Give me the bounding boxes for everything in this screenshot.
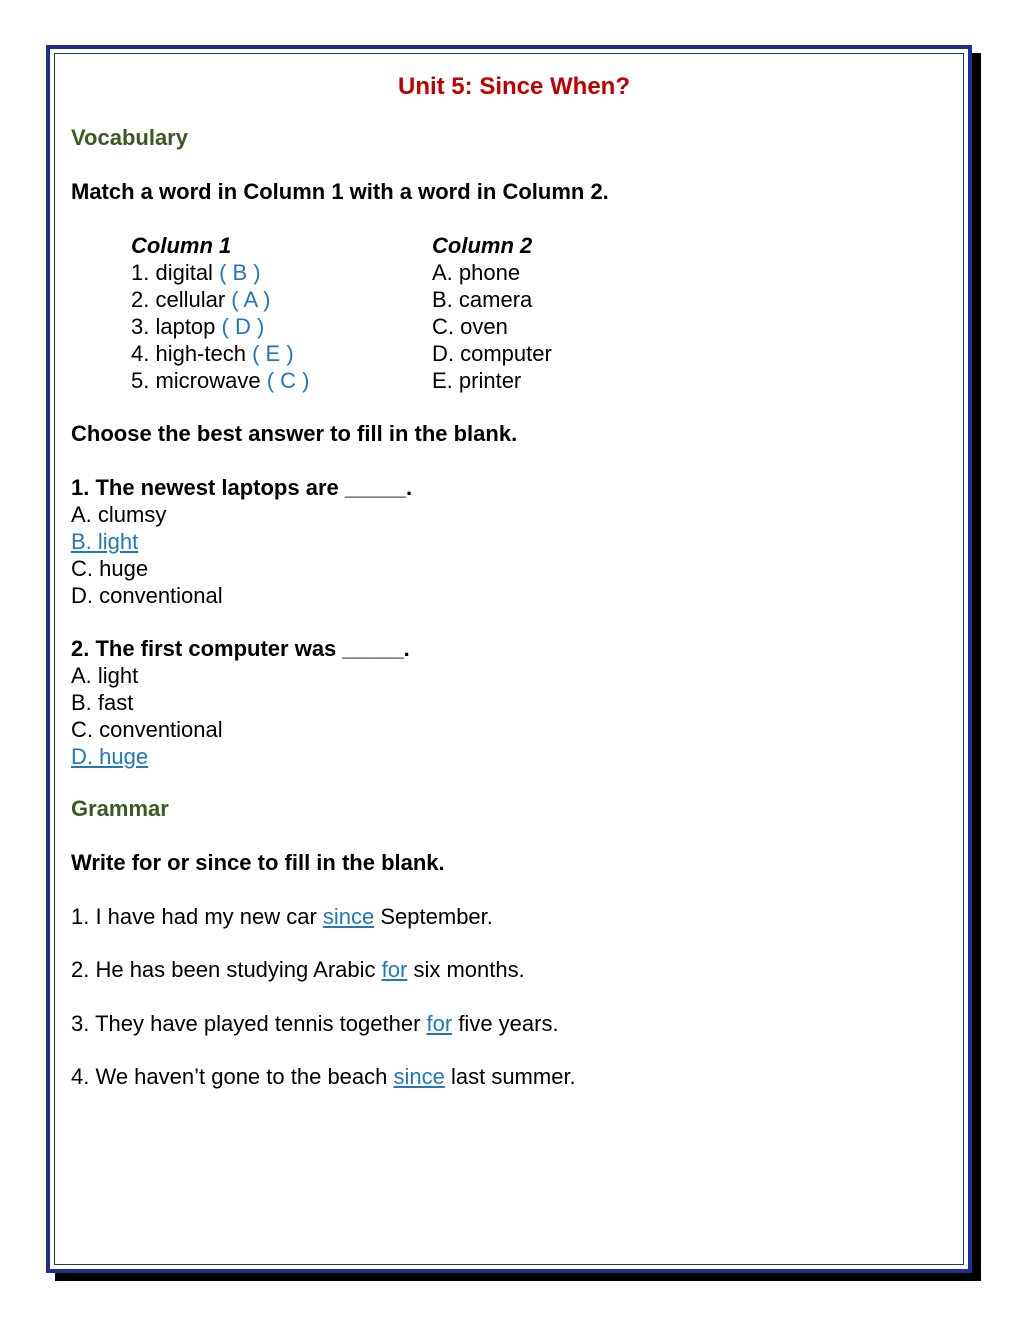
item-answer: ( B ) [219,260,261,285]
grammar-instruction: Write for or since to fill in the blank. [71,850,445,875]
answer-option: A. clumsy [71,502,167,527]
matching-instruction: Match a word in Column 1 with a word in Column 2. [71,179,609,204]
grammar-sentence [71,956,951,983]
sentence-text: September. [374,904,493,929]
column-1-item [131,367,432,394]
answer-option: A. light [71,663,139,688]
column-2-item: D. computer [432,341,552,366]
item-word: 3. laptop [131,314,216,339]
sentence-text: 1. I have had my new car [71,904,323,929]
sentence-answer: since [322,904,375,929]
sentence-answer: for [381,957,408,982]
page-title: Unit 5: Since When? [397,73,630,100]
column-2-item: A. phone [432,260,521,285]
sentence-text: 4. We haven’t gone to the beach [71,1064,394,1089]
item-answer: ( D ) [221,314,265,339]
column-1-item [131,313,432,340]
sentence-text: 3. They have played tennis together [71,1011,427,1036]
sentence-text: last summer. [444,1064,576,1089]
column-1-item [131,286,432,313]
item-answer: ( A ) [231,287,271,312]
column-2-header: Column 2 [432,233,533,258]
sentence-text: 2. He has been studying Arabic [71,957,382,982]
item-word: 4. high-tech [131,341,246,366]
question-1 [71,474,951,609]
item-answer: ( C ) [266,368,310,393]
question-prompt: 1. The newest laptops are _____. [71,475,413,500]
sentence-answer: for [426,1011,453,1036]
item-word: 5. microwave [131,368,261,393]
column-1 [131,232,432,394]
grammar-sentence [71,1010,951,1037]
column-2-item: B. camera [432,287,533,312]
sentence-answer: since [393,1064,445,1089]
item-answer: ( E ) [252,341,294,366]
column-1-item [131,259,432,286]
vocabulary-heading: Vocabulary [71,125,188,150]
sentence-text: six months. [407,957,525,982]
correct-answer-option: D. huge [71,744,149,769]
column-2 [432,232,733,394]
worksheet-content [71,70,951,1090]
answer-option: C. conventional [71,717,223,742]
column-1-item [131,340,432,367]
answer-option: B. fast [71,690,134,715]
column-2-item: C. oven [432,314,508,339]
choose-instruction: Choose the best answer to fill in the blank. [71,421,518,446]
correct-answer-option: B. light [71,529,139,554]
matching-columns [131,232,951,394]
column-1-header: Column 1 [131,233,232,258]
question-2 [71,635,951,770]
question-prompt: 2. The first computer was _____. [71,636,410,661]
answer-option: D. conventional [71,583,223,608]
grammar-sentence [71,903,951,930]
grammar-heading: Grammar [71,796,169,821]
grammar-sentence [71,1063,951,1090]
item-word: 2. cellular [131,287,226,312]
answer-option: C. huge [71,556,149,581]
column-2-item: E. printer [432,368,522,393]
item-word: 1. digital [131,260,213,285]
sentence-text: five years. [452,1011,559,1036]
